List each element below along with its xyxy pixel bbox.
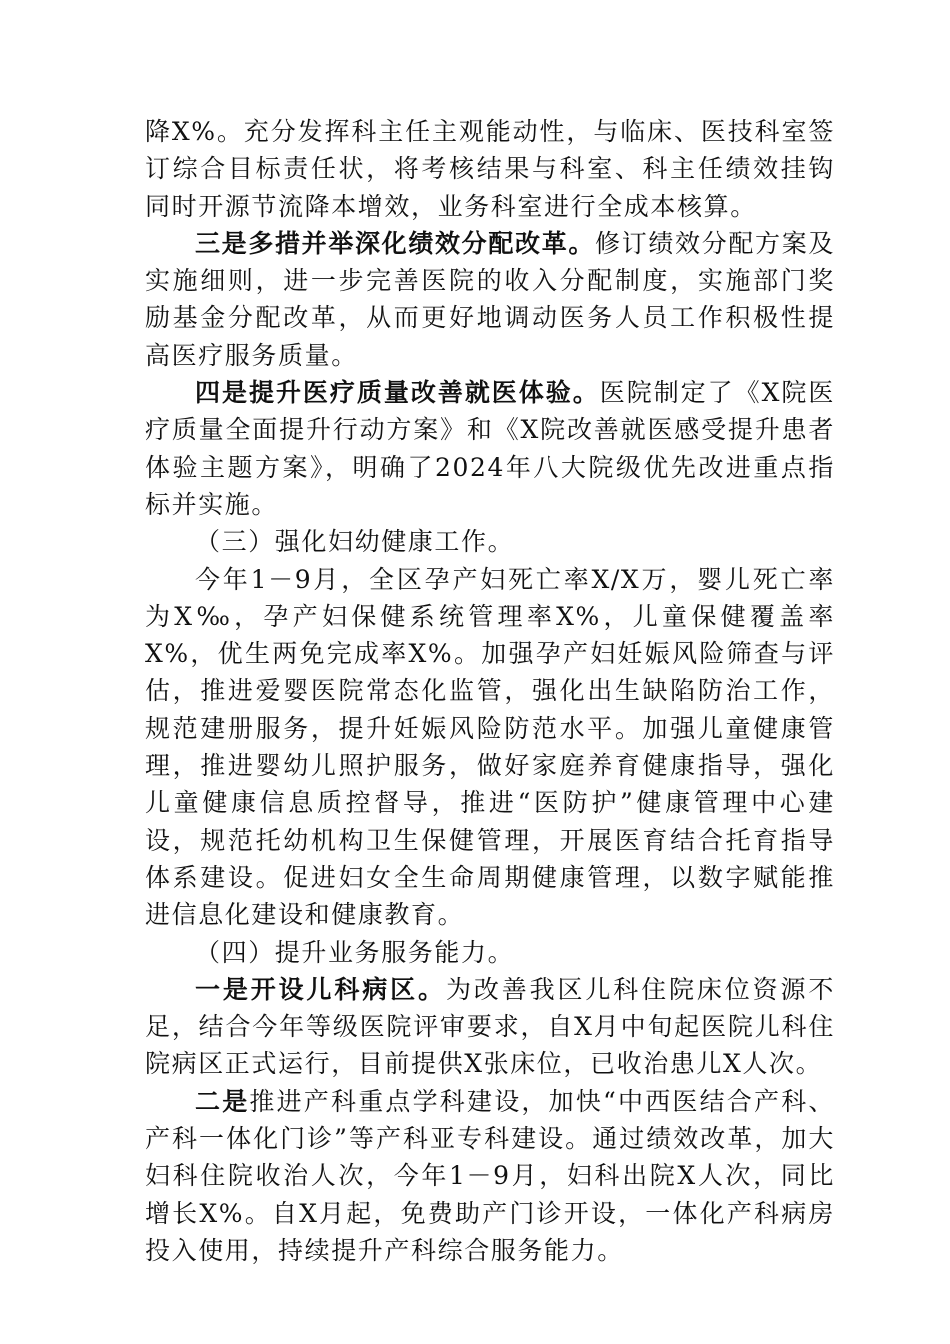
paragraph-text: 医院制定了《X院医疗质量全面提升行动方案》和《X院改善就医感受提升患者体验主题方案》，明确了2024年八大院级优先改进重点指标并实施。 [145,378,835,519]
paragraph-medical-quality [145,374,835,523]
paragraph-text: 为改善我区儿科住院床位资源不足，结合今年等级医院评审要求，自X月中旬起医院儿科住院病区正式运行，目前提供X张床位，已收治患儿X人次。 [145,974,835,1079]
paragraph-text: 降X%。充分发挥科主任主观能动性，与临床、医技科室签订综合目标责任状，将考核结果与科室、科主任绩效挂钩同时开源节流降本增效，业务科室进行全成本核算。 [145,117,835,221]
paragraph-text: 今年1－9月，全区孕产妇死亡率X/X万，婴儿死亡率为X‰，孕产妇保健系统管理率X%，儿童保健覆盖率X%，优生两免完成率X%。加强孕产妇妊娠风险筛查与评估，推进爱婴医院常态化监管，强化出生缺陷防治工作，规范建册服务，提升妊娠风险防范水平。加强儿童健康管理，推进婴幼儿照护服务，做好家庭养育健康指导，强化儿童健康信息质控督导，推进“医防护”健康管理中心建设，规范托幼机构卫生保健管理，开展医育结合托育指导体系建设。促进妇女全生命周期健康管理，以数字赋能推进信息化建设和健康教育。 [145,564,835,930]
paragraph-lead-heading: 三是多措并举深化绩效分配改革。 [195,228,596,258]
paragraph-text: 推进产科重点学科建设，加快“中西医结合产科、产科一体化门诊”等产科亚专科建设。通过绩效改革，加大妇科住院收治人次，今年1－9月，妇科出院X人次，同比增长X%。自X月起，免费助产门诊开设，一体化产科病房投入使用，持续提升产科综合服务能力。 [145,1086,836,1265]
section-heading-text: （三）强化妇幼健康工作。 [195,527,515,557]
paragraph-pediatric-ward [145,971,835,1083]
paragraph-lead-heading: 四是提升医疗质量改善就医体验。 [195,378,600,408]
paragraph-text: 修订绩效分配方案及实施细则，进一步完善医院的收入分配制度，实施部门奖励基金分配改革，从而更好地调动医务人员工作积极性提高医疗服务质量。 [145,228,835,370]
document-body [145,113,835,1269]
paragraph-obstetrics-discipline [145,1083,835,1269]
paragraph-lead-heading: 二是 [195,1086,250,1116]
paragraph-performance-reform [145,225,835,374]
paragraph-maternal-child-health [145,561,835,934]
section-heading-maternal-child [145,523,835,560]
paragraph-assessment-continued [145,113,835,225]
section-heading-service-capability [145,934,835,971]
section-heading-text: （四）提升业务服务能力。 [195,937,515,967]
paragraph-lead-heading: 一是开设儿科病区。 [195,974,446,1004]
